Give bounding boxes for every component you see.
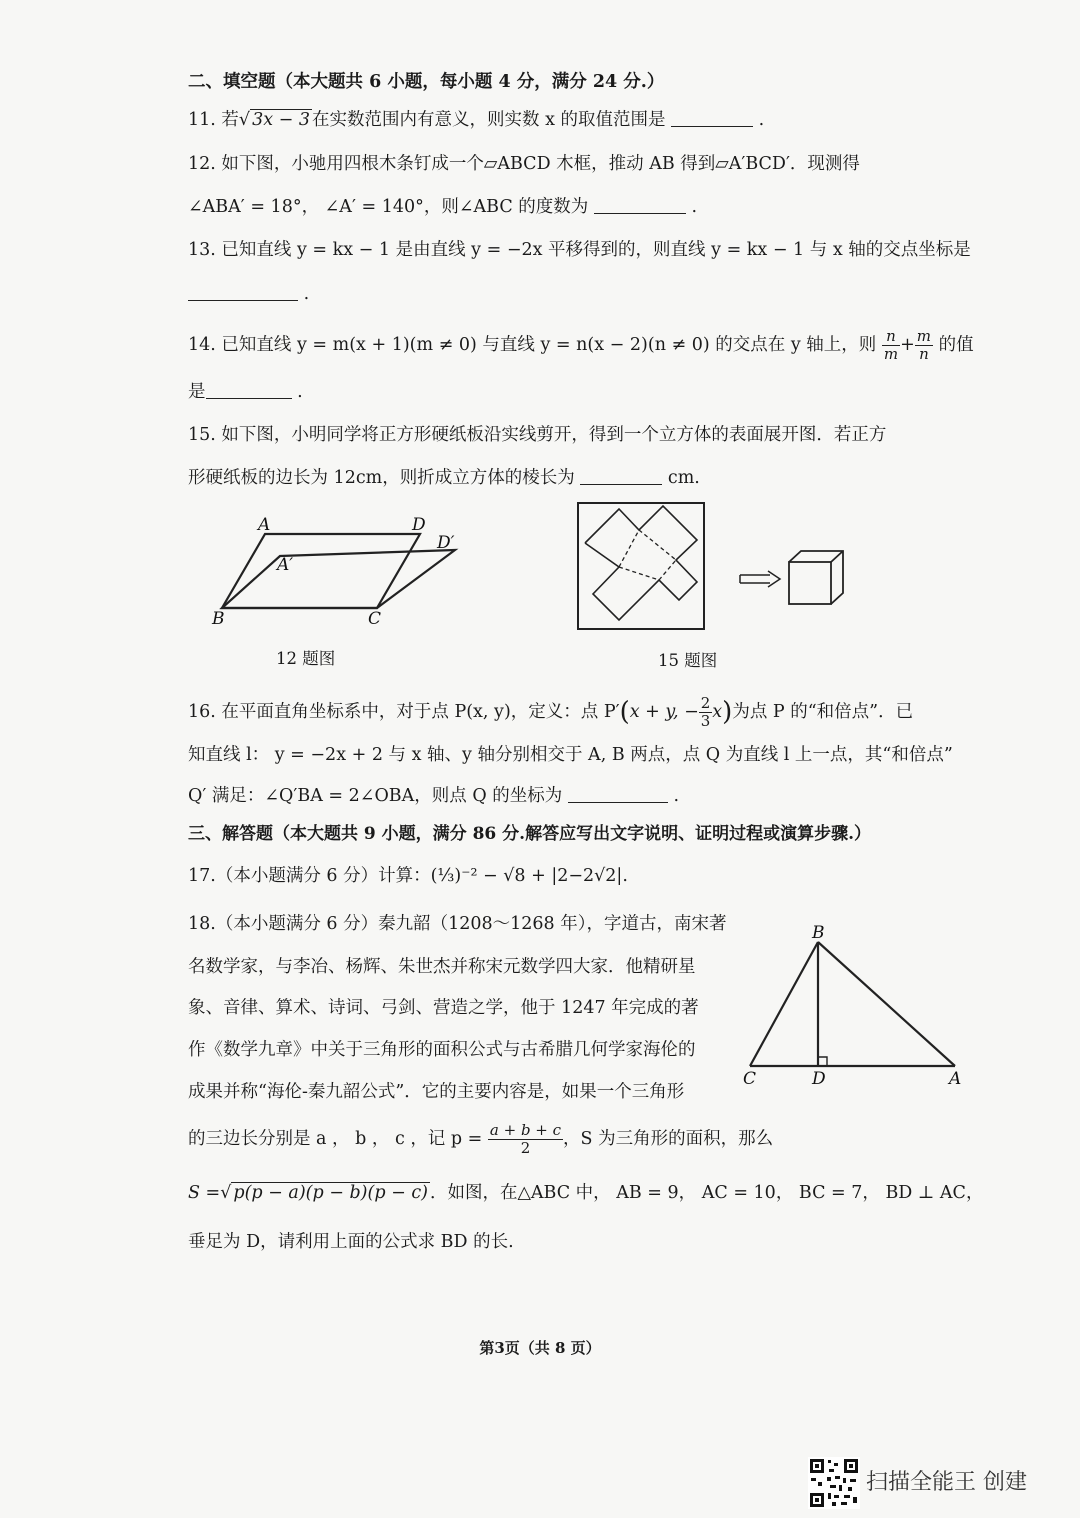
q14-fraction-m-over-n [915, 328, 933, 363]
q11-post: 在实数范围内有意义，则实数 x 的取值范围是 [312, 110, 666, 130]
question-18-line6 [188, 1122, 773, 1157]
label-c: C [743, 1069, 757, 1089]
q18-line6-pre: 的三边长分别是 a ， b ， c ，记 p = [188, 1129, 483, 1149]
question-12-line2 [188, 195, 697, 219]
q18-line7-post: ．如图，在△ABC 中， AB = 9， AC = 10， BC = 7， BD ⊥ AC， [429, 1183, 984, 1203]
q14-pre: 14. 已知直线 y = m(x + 1)(m ≠ 0) 与直线 y = n(x − 2)(n ≠ 0) 的交点在 y 轴上，则 [188, 335, 877, 355]
label-a-prime: A′ [277, 555, 294, 575]
label-b: B [812, 923, 825, 943]
section-2-header: 二、填空题（本大题共 6 小题，每小题 4 分，满分 24 分.） [188, 72, 665, 92]
question-18-line8: 垂足为 D，请利用上面的公式求 BD 的长. [188, 1232, 514, 1252]
label-a: A [949, 1069, 962, 1089]
question-16-line2: 知直线 l： y = −2x + 2 与 x 轴、y 轴分别相交于 A, B 两点，点 Q 为直线 l 上一点，其“和倍点” [188, 745, 953, 765]
q12-answer-blank [594, 195, 686, 214]
q12-end: . [691, 197, 698, 217]
q11-answer-blank [671, 108, 753, 127]
q14-f2-num: m [916, 327, 932, 345]
q16-f-num: 2 [700, 694, 711, 712]
q18-p-den: 2 [520, 1139, 531, 1157]
q16-pre: 16. 在平面直角坐标系中，对于点 P(x, y)，定义：点 P′ [188, 702, 620, 722]
q14-f1-num: n [882, 328, 900, 346]
q14-f1-den: m [883, 345, 899, 363]
q14-plus: + [900, 335, 915, 355]
question-15-line1: 15. 如下图，小明同学将正方形硬纸板沿实线剪开，得到一个立方体的表面展开图．若正方 [188, 425, 887, 445]
q11-number: 11. [188, 110, 216, 130]
label-d: D [412, 515, 426, 535]
q11-sqrt: √ 3x − 3 [238, 110, 311, 130]
q16-f-den: 3 [700, 712, 711, 730]
q14-post: 的值 [938, 335, 974, 355]
arrow-icon [738, 570, 784, 588]
figure-15-square-net [575, 500, 710, 635]
question-15-line2 [188, 466, 700, 490]
figure-12-caption: 12 题图 [276, 649, 336, 668]
question-18-line2: 名数学家，与李冶、杨辉、朱世杰并称宋元数学四大家．他精研星 [188, 957, 696, 977]
question-18-line5: 成果并称“海伦-秦九韶公式”．它的主要内容是，如果一个三角形 [188, 1082, 685, 1102]
q11-pre: 若 [221, 110, 239, 130]
question-12-line1: 12. 如下图，小驰用四根木条钉成一个▱ABCD 木框，推动 AB 得到▱A′BCD′．现测得 [188, 154, 860, 174]
section-3-header: 三、解答题（本大题共 9 小题，满分 86 分.解答应写出文字说明、证明过程或演算步骤.） [188, 824, 871, 844]
question-14-line1 [188, 328, 974, 363]
question-11 [188, 108, 764, 132]
q12-line2-text: ∠ABA′ = 18°， ∠A′ = 140°，则∠ABC 的度数为 [188, 197, 589, 217]
label-a: A [258, 515, 271, 535]
label-b: B [212, 609, 225, 629]
q14-f2-den: n [919, 345, 929, 363]
q14-answer-blank [206, 380, 292, 399]
q15-answer-blank [580, 466, 662, 485]
question-14-line2 [188, 380, 303, 404]
watermark-text: 扫描全能王 创建 [866, 1470, 1027, 1495]
q16-answer-blank [568, 784, 668, 803]
q13-answer-blank [188, 282, 298, 301]
parallelogram-a-prime-bcd-prime [222, 550, 455, 608]
q16-fraction [699, 695, 713, 730]
question-17: 17.（本小题满分 6 分）计算：(⅓)⁻² − √8 + |2−2√2|. [188, 866, 628, 886]
question-13-line2 [188, 282, 309, 306]
question-18-line3: 象、音律、算术、诗词、弓剑、营造之学，他于 1247 年完成的著 [188, 998, 699, 1018]
q18-sqrt: √ p(p − a)(p − b)(p − c) [220, 1183, 428, 1203]
qr-code-icon [808, 1457, 860, 1509]
q18-line6-post: ，S 为三角形的面积，那么 [563, 1129, 774, 1149]
label-d: D [812, 1069, 826, 1089]
q14-end: . [297, 382, 303, 402]
q16-post: 为点 P 的“和倍点”．已 [732, 702, 914, 722]
q16-end: . [673, 786, 680, 806]
q18-p-num: a + b + c [489, 1121, 562, 1139]
figure-12-parallelograms [205, 510, 475, 630]
label-c: C [368, 609, 382, 629]
q16-coord-post: x [712, 702, 723, 722]
q11-radicand: 3x − 3 [252, 110, 311, 130]
q18-radicand: p(p − a)(p − b)(p − c) [233, 1183, 428, 1203]
q16-coord-pre: x + y, − [629, 702, 699, 722]
question-16-line1: 16. 在平面直角坐标系中，对于点 P(x, y)，定义：点 P′(x + y, − $\frac{2}{3}$ x)为点 P 的“和倍点”．已 [188, 694, 914, 730]
label-d-prime: D′ [437, 533, 455, 553]
q15-line2-text: 形硬纸板的边长为 12cm，则折成立方体的棱长为 [188, 468, 575, 488]
q18-line7-pre: S = [188, 1183, 221, 1203]
q14-line2-text: 是 [188, 382, 206, 402]
q16-line3-text: Q′ 满足：∠Q′BA = 2∠OBA，则点 Q 的坐标为 [188, 786, 563, 806]
question-18-line7 [188, 1181, 983, 1205]
question-18-line4: 作《数学九章》中关于三角形的面积公式与古希腊几何学家海伦的 [188, 1040, 696, 1060]
question-18-line1: 18.（本小题满分 6 分）秦九韶（1208～1268 年），字道古，南宋著 [188, 914, 727, 934]
figure-15-caption: 15 题图 [658, 651, 718, 670]
page-footer: 第3页（共 8 页） [479, 1339, 601, 1357]
question-13-line1: 13. 已知直线 y = kx − 1 是由直线 y = −2x 平移得到的，则直线 y = kx − 1 与 x 轴的交点坐标是 [188, 240, 971, 260]
q15-unit: cm. [667, 468, 700, 488]
figure-18-triangle [735, 920, 975, 1095]
question-16-line3 [188, 784, 679, 808]
q14-fraction-n-over-m [882, 328, 900, 363]
q18-p-fraction [488, 1122, 563, 1157]
q13-end: . [303, 284, 310, 304]
q11-end: . [758, 110, 765, 130]
cube-icon [786, 548, 848, 610]
